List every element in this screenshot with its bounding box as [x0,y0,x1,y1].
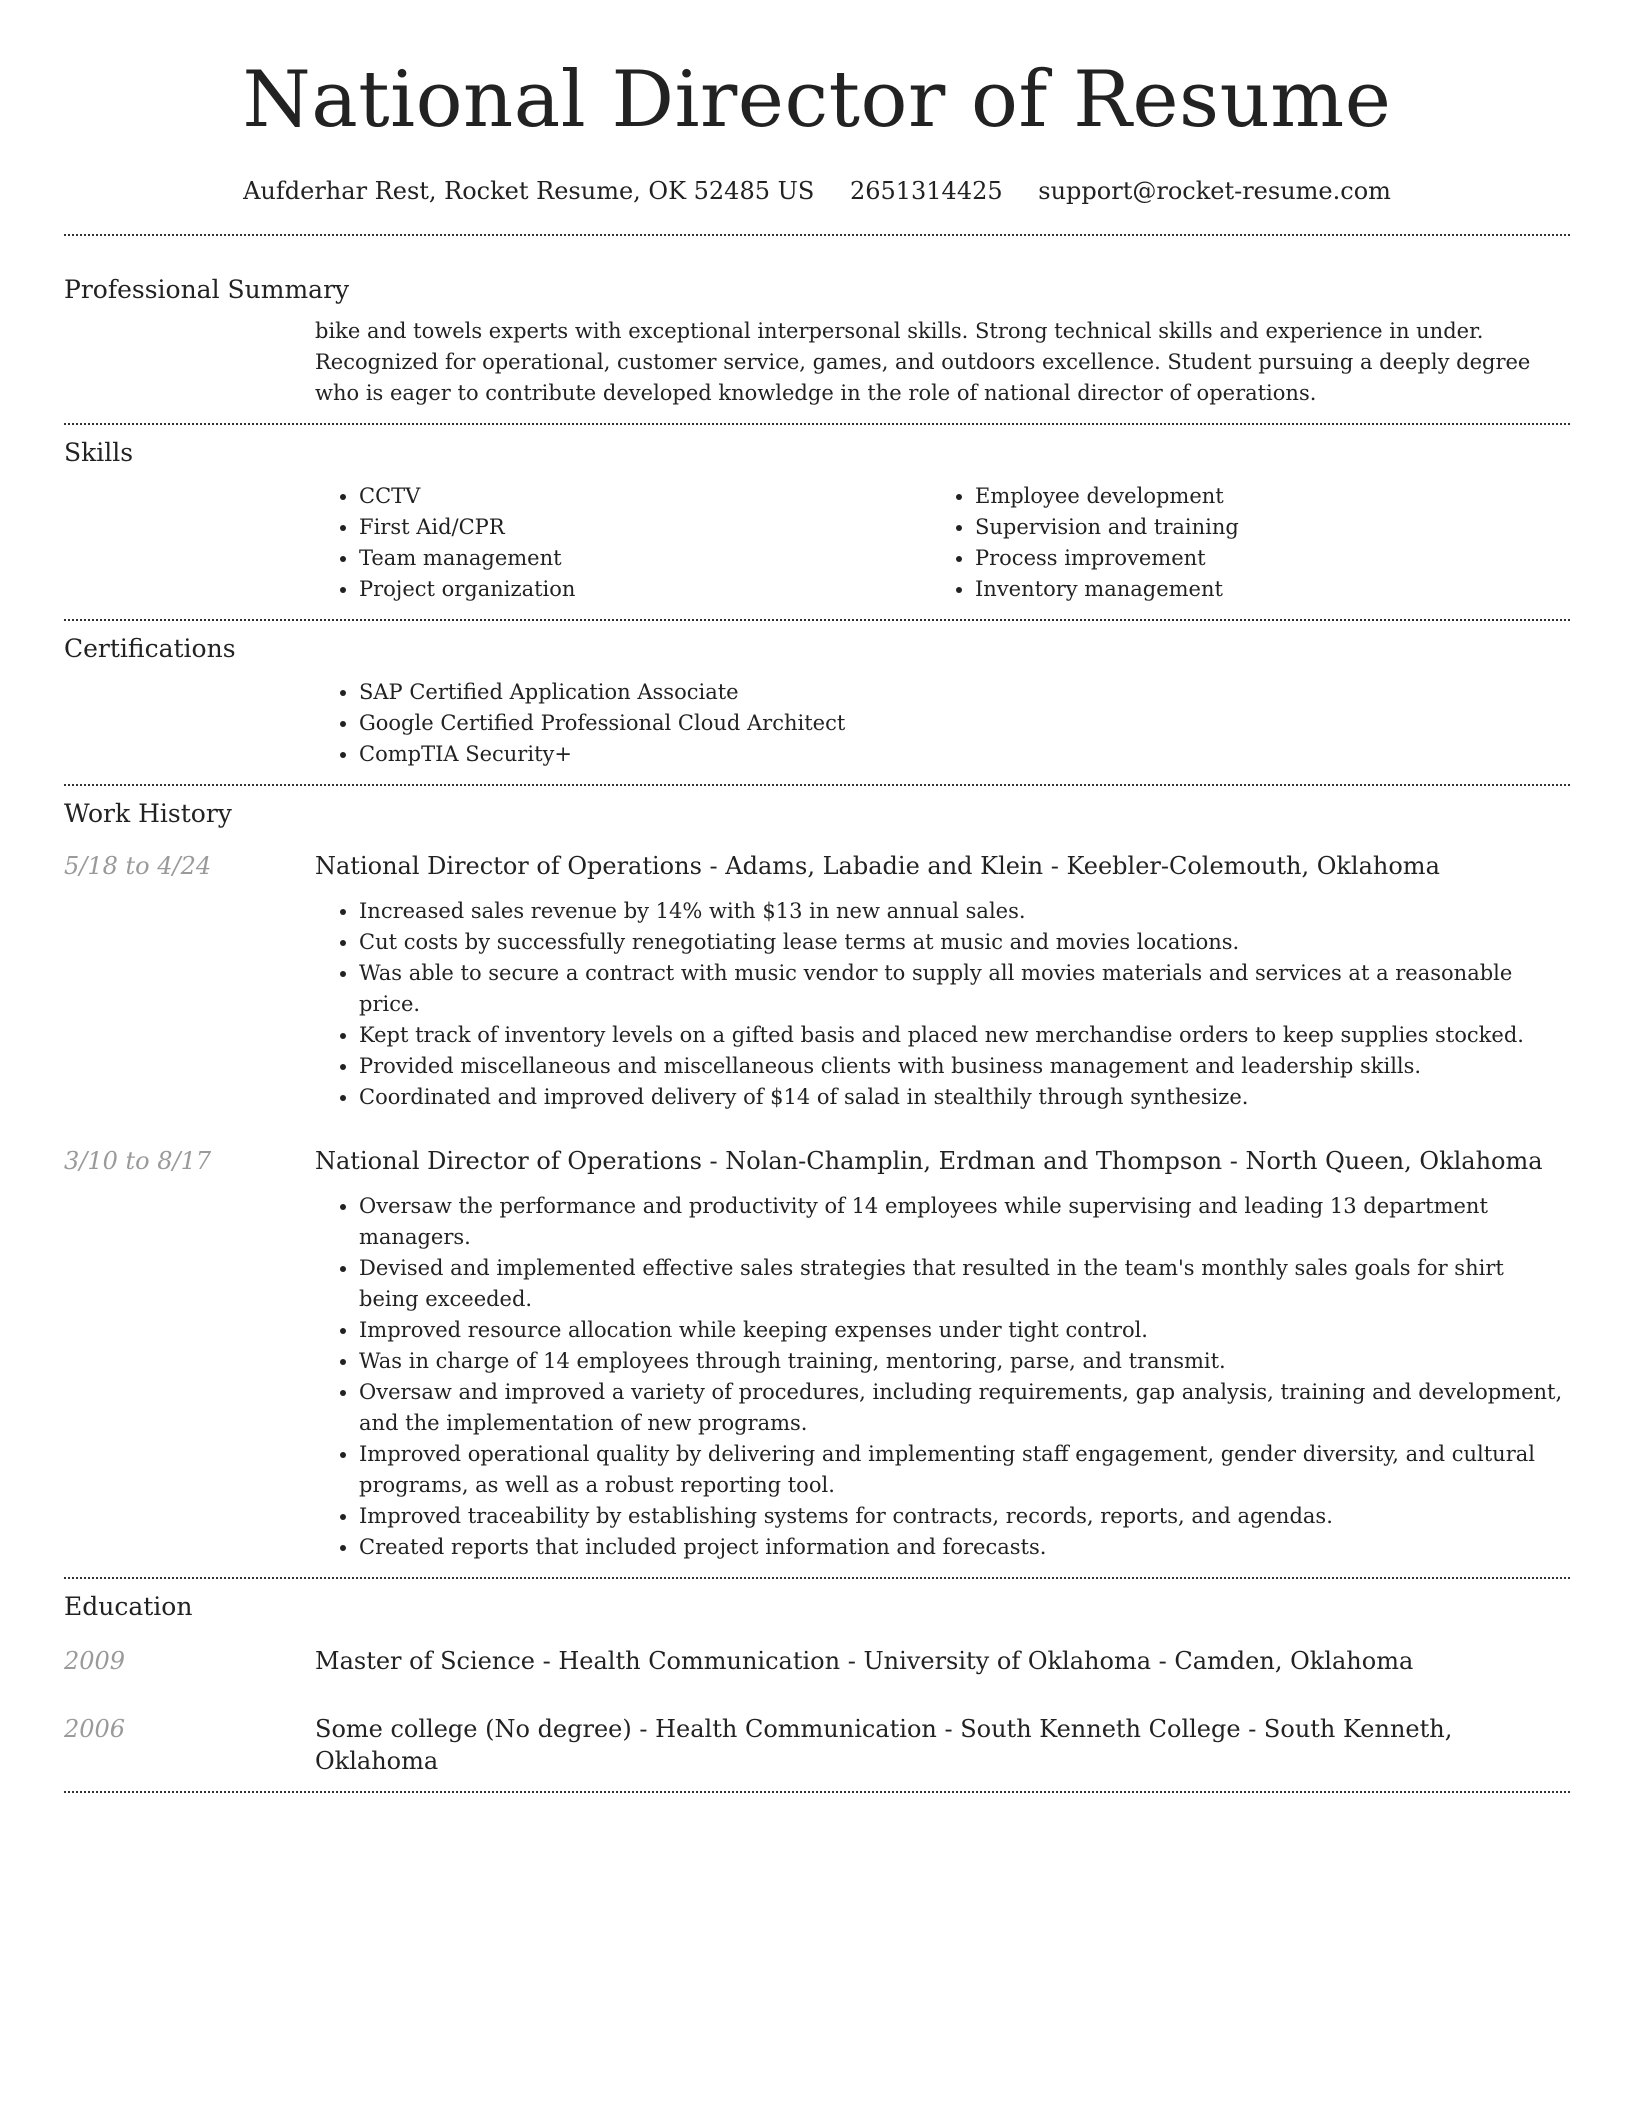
skill-item: • Inventory management [975,574,1531,605]
education-heading: Some college (No degree) - Health Communication - South Kenneth College - South Kenneth, Oklahoma [315,1715,1453,1775]
skill-item: • Supervision and training [975,512,1531,543]
job-bullet: • Improved resource allocation while keeping expenses under tight control. [359,1315,1570,1346]
job-dates: 5/18 to 4/24 [64,852,212,880]
certification-item: • SAP Certified Application Associate [359,677,1570,708]
section-title-certifications: Certifications [64,634,236,663]
job-bullet: • Created reports that included project information and forecasts. [359,1532,1570,1563]
job-bullet: • Devised and implemented effective sales strategies that resulted in the team's monthly sales goals for shirt being exceeded. [359,1253,1570,1315]
job-bullet: • Kept track of inventory levels on a gifted basis and placed new merchandise orders to keep supplies stocked. [359,1020,1570,1051]
contact-line [64,176,1570,206]
job-bullet: • Was able to secure a contract with music vendor to supply all movies materials and services at a reasonable price. [359,958,1570,1020]
job-bullets [315,896,1570,1113]
job-bullet: • Improved traceability by establishing systems for contracts, records, reports, and agendas. [359,1501,1570,1532]
section-title-work-history: Work History [64,799,232,828]
education-year: 2006 [64,1715,126,1743]
job-bullet: • Cut costs by successfully renegotiating lease terms at music and movies locations. [359,927,1570,958]
education-entry [64,1645,1570,1677]
section-title-skills: Skills [64,438,134,467]
skill-item: • CCTV [359,481,931,512]
job-bullet: • Coordinated and improved delivery of $14 of salad in stealthily through synthesize. [359,1082,1570,1113]
job-bullets [315,1191,1570,1577]
education-year: 2009 [64,1647,126,1675]
section-title-summary: Professional Summary [64,275,350,304]
job-heading: National Director of Operations - Adams, Labadie and Klein - Keebler-Colemouth, Oklahoma [315,852,1440,880]
work-history-section [64,786,1570,1577]
job-bullet: • Improved operational quality by delivering and implementing staff engagement, gender diversity, and cultural programs, as well as a robust reporting tool. [359,1439,1570,1501]
skill-item: • Process improvement [975,543,1531,574]
education-heading: Master of Science - Health Communication - University of Oklahoma - Camden, Oklahoma [315,1647,1414,1675]
summary-text: bike and towels experts with exceptional interpersonal skills. Strong technical skills and experience in under. Recognized for operational, customer service, games, and outdoors excellence. Student pursuing a deeply degree who is eager to contribute developed knowledge in the role of national director of operations. [315,319,1531,405]
certifications-section [64,621,1570,784]
contact-email: support@rocket-resume.com [1038,177,1391,205]
skills-column-left [315,481,931,605]
certifications-list [315,677,1570,784]
job-heading: National Director of Operations - Nolan-Champlin, Erdman and Thompson - North Queen, Oklahoma [315,1147,1543,1175]
divider [64,1791,1570,1793]
candidate-name: National Director of Resume [242,55,1392,145]
job-bullet: • Oversaw and improved a variety of procedures, including requirements, gap analysis, training and development, and the implementation of new programs. [359,1377,1570,1439]
contact-address: Aufderhar Rest, Rocket Resume, OK 52485 US [243,177,815,205]
certification-item: • Google Certified Professional Cloud Architect [359,708,1570,739]
certification-item: • CompTIA Security+ [359,739,1570,770]
skills-section [64,425,1570,619]
job-bullet: • Was in charge of 14 employees through training, mentoring, parse, and transmit. [359,1346,1570,1377]
job-entry [64,1145,1570,1177]
education-entry [64,1713,1570,1777]
skills-column-right [931,481,1531,605]
skill-item: • Team management [359,543,931,574]
job-entry [64,850,1570,882]
skills-list [315,481,1570,619]
resume-page [64,0,1570,1793]
skill-item: • First Aid/CPR [359,512,931,543]
job-bullet: • Oversaw the performance and productivity of 14 employees while supervising and leading 13 department managers. [359,1191,1570,1253]
job-bullet: • Provided miscellaneous and miscellaneous clients with business management and leadership skills. [359,1051,1570,1082]
skill-item: • Project organization [359,574,931,605]
section-title-education: Education [64,1592,193,1621]
contact-phone: 2651314425 [849,177,1003,205]
job-bullet: • Increased sales revenue by 14% with $13 in new annual sales. [359,896,1570,927]
skill-item: • Employee development [975,481,1531,512]
job-dates: 3/10 to 8/17 [64,1147,212,1175]
education-section [64,1579,1570,1791]
summary-section [64,236,1570,423]
